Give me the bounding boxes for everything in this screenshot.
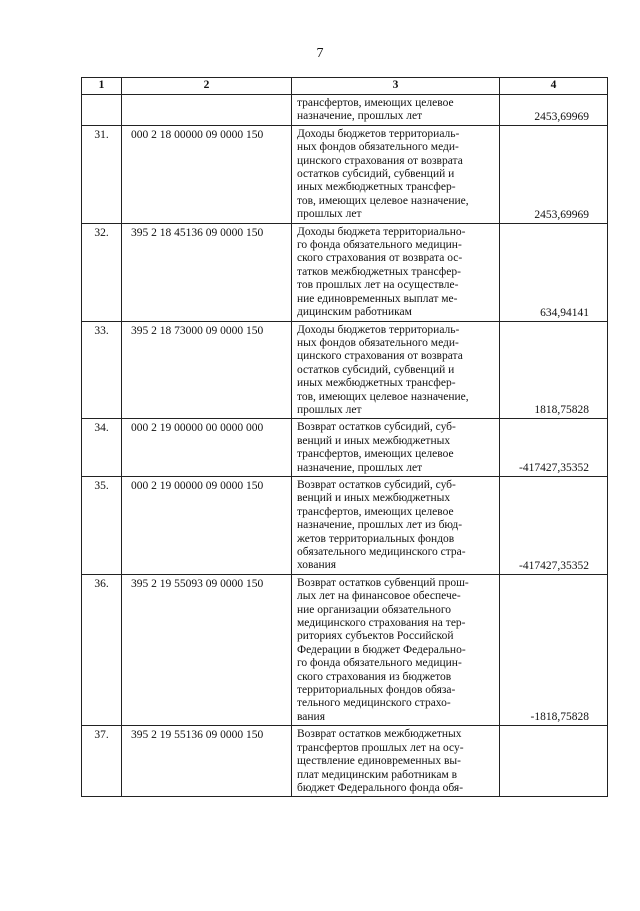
table-row [82, 223, 608, 321]
budget-code: 000 2 18 00000 09 0000 150 [122, 125, 292, 223]
budget-code [122, 95, 292, 126]
description-line: дицинским работникам [297, 306, 412, 319]
description-line: тов, имеющих целевое назначение, [297, 390, 469, 403]
row-number: 34. [82, 419, 122, 477]
description-line: ществление единовременных вы- [297, 755, 461, 768]
description-line: Возврат остатков субвенций прош- [297, 576, 469, 589]
description-line: ных фондов обязательного меди- [297, 141, 459, 154]
description-line: лых лет на финансовое обеспече- [297, 590, 461, 603]
column-header: 1 [82, 78, 122, 95]
description-line: Возврат остатков межбюджетных [297, 728, 462, 741]
table-row [82, 95, 608, 126]
amount-value: 634,94141 [500, 223, 608, 321]
description-line: медицинского страхования на тер- [297, 617, 466, 630]
description-line: иных межбюджетных трансфер- [297, 181, 456, 194]
description-line: трансфертов прошлых лет на осу- [297, 741, 464, 754]
description-line: ние единовременных выплат ме- [297, 292, 458, 305]
description-line: риториях субъектов Российской [297, 630, 454, 643]
description-line: цинского страхования от возврата [297, 350, 463, 363]
description-line: территориальных фондов обяза- [297, 684, 456, 697]
description-line: назначение, прошлых лет [297, 110, 423, 123]
revenue-description [292, 419, 500, 477]
column-header: 3 [292, 78, 500, 95]
budget-table [81, 77, 608, 797]
description-line: бюджет Федерального фонда обя- [297, 781, 464, 794]
budget-code: 395 2 18 73000 09 0000 150 [122, 321, 292, 419]
amount-value: -417427,35352 [500, 476, 608, 574]
revenue-description [292, 726, 500, 797]
description-line: обязательного медицинского стра- [297, 546, 466, 558]
description-line: назначение, прошлых лет из бюд- [297, 519, 463, 532]
table-row [82, 726, 608, 797]
description-line: жетов территориальных фондов [297, 532, 455, 545]
description-line: тов, имеющих целевое назначение, [297, 194, 469, 207]
description-line: вания [297, 710, 325, 723]
description-line: Доходы бюджетов территориаль- [297, 127, 460, 140]
description-line: трансфертов, имеющих целевое [297, 505, 454, 518]
amount-value: -1818,75828 [500, 574, 608, 725]
description-line: Возврат остатков субсидий, суб- [297, 421, 456, 434]
amount-value: 2453,69969 [500, 95, 608, 126]
description-line: Доходы бюджета территориально- [297, 225, 466, 238]
amount-value: 2453,69969 [500, 125, 608, 223]
description-line: ского страхования из бюджетов [297, 670, 452, 683]
revenue-description [292, 223, 500, 321]
description-line: татков межбюджетных трансфер- [297, 265, 461, 278]
amount-value [500, 726, 608, 797]
description-line: хования [297, 559, 337, 572]
column-header: 2 [122, 78, 292, 95]
revenue-description [292, 125, 500, 223]
table-row [82, 125, 608, 223]
description-line: остатков субсидий, субвенций и [297, 168, 455, 181]
revenue-description [292, 574, 500, 725]
description-line: плат медицинским работникам в [297, 768, 458, 781]
description-line: прошлых лет [297, 403, 362, 416]
description-line: го фонда обязательного медицин- [297, 239, 462, 252]
budget-code: 000 2 19 00000 00 0000 000 [122, 419, 292, 477]
row-number: 33. [82, 321, 122, 419]
description-line: ние организации обязательного [297, 603, 452, 616]
description-line: Доходы бюджетов территориаль- [297, 323, 460, 336]
row-number: 37. [82, 726, 122, 797]
description-line: венций и иных межбюджетных [297, 434, 451, 447]
description-line: ных фондов обязательного меди- [297, 336, 459, 349]
table-row [82, 476, 608, 574]
amount-value: -417427,35352 [500, 419, 608, 477]
description-line: тов прошлых лет на осуществле- [297, 279, 459, 292]
description-line: го фонда обязательного медицин- [297, 657, 462, 670]
description-line: трансфертов, имеющих целевое [297, 448, 454, 461]
revenue-description [292, 321, 500, 419]
table-body [82, 95, 608, 797]
table-row [82, 419, 608, 477]
description-line: Возврат остатков субсидий, суб- [297, 478, 456, 491]
budget-code: 000 2 19 00000 09 0000 150 [122, 476, 292, 574]
column-header: 4 [500, 78, 608, 95]
row-number: 31. [82, 125, 122, 223]
revenue-description [292, 95, 500, 126]
page-number: 7 [316, 46, 324, 61]
description-line: тельного медицинского страхо- [297, 697, 451, 710]
budget-code: 395 2 19 55093 09 0000 150 [122, 574, 292, 725]
description-line: венций и иных межбюджетных [297, 492, 451, 505]
table-header-row [82, 78, 608, 95]
description-line: иных межбюджетных трансфер- [297, 377, 456, 390]
row-number: 32. [82, 223, 122, 321]
row-number: 36. [82, 574, 122, 725]
row-number [82, 95, 122, 126]
description-line: прошлых лет [297, 208, 362, 221]
revenue-description [292, 476, 500, 574]
description-line: Федерации в бюджет Федерально- [297, 643, 466, 656]
table-row [82, 321, 608, 419]
row-number: 35. [82, 476, 122, 574]
description-line: назначение, прошлых лет [297, 461, 423, 474]
budget-code: 395 2 18 45136 09 0000 150 [122, 223, 292, 321]
table-row [82, 574, 608, 725]
budget-code: 395 2 19 55136 09 0000 150 [122, 726, 292, 797]
description-line: цинского страхования от возврата [297, 154, 463, 167]
description-line: ского страхования от возврата ос- [297, 252, 463, 265]
description-line: трансфертов, имеющих целевое [297, 97, 454, 109]
amount-value: 1818,75828 [500, 321, 608, 419]
description-line: остатков субсидий, субвенций и [297, 363, 455, 376]
